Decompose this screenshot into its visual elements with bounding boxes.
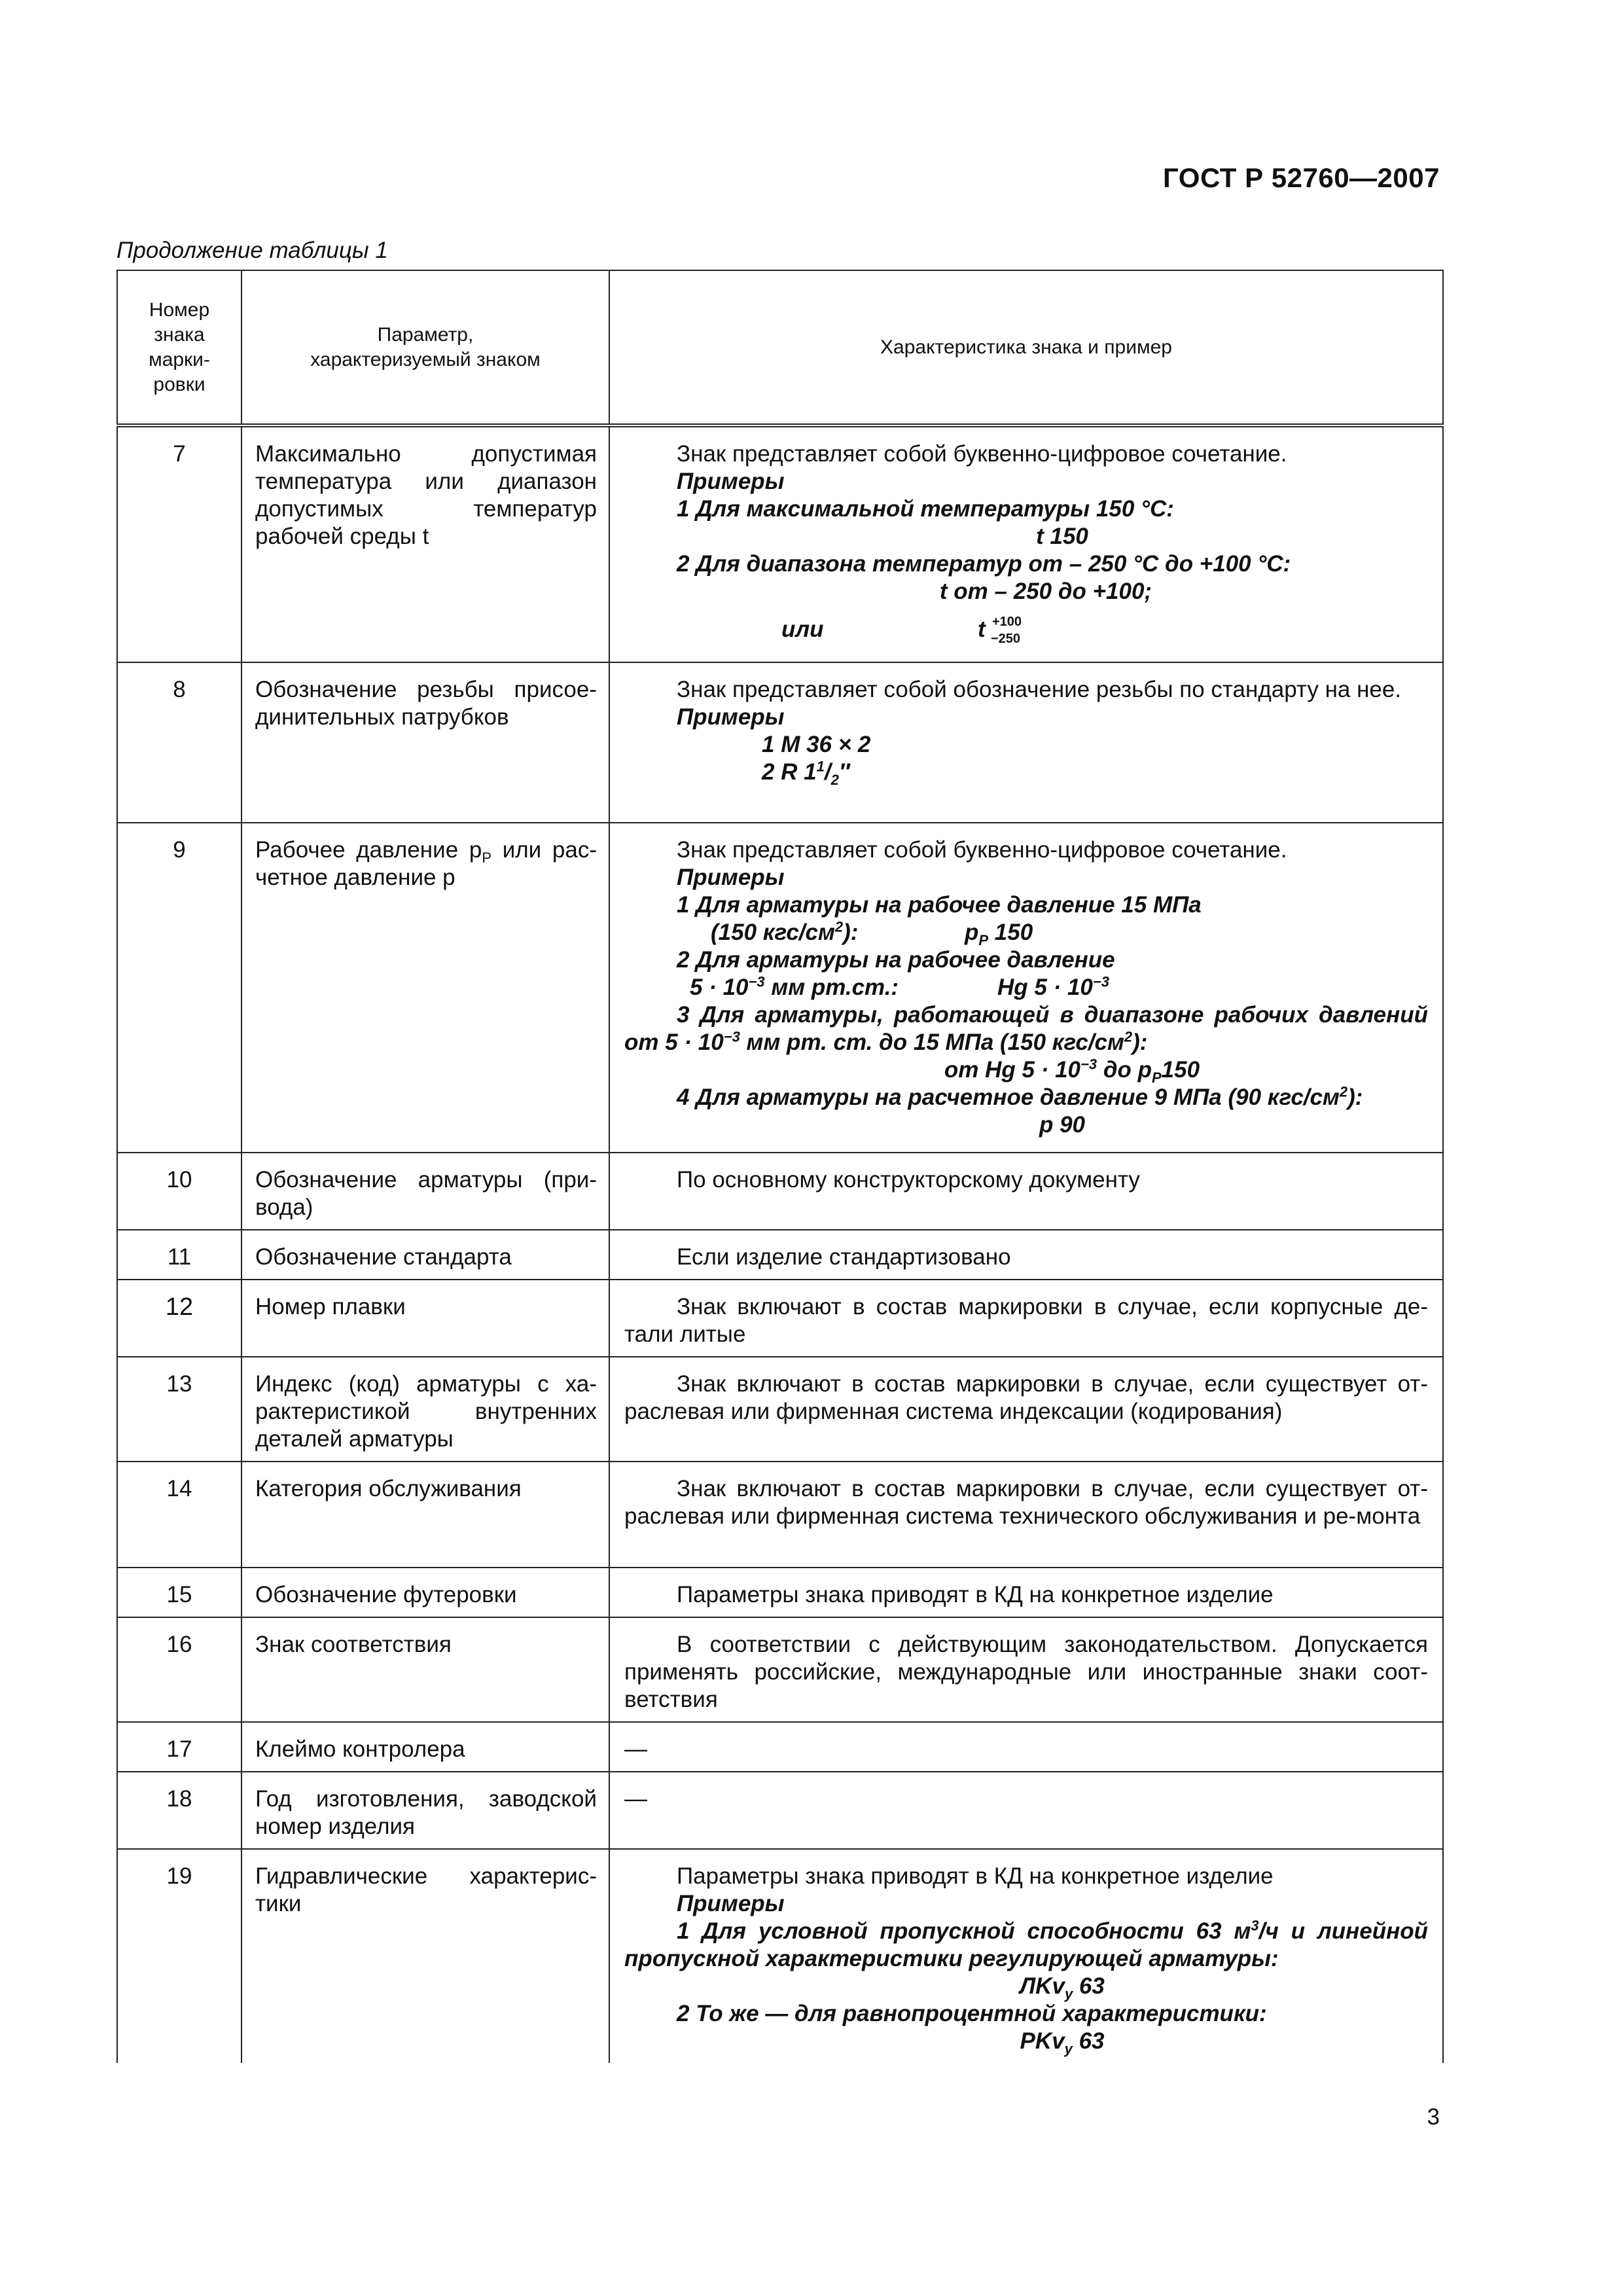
header-line: знака — [154, 323, 205, 346]
table-row — [117, 1722, 1443, 1772]
row-parameter: Индекс (код) арматуры с ха-рактеристикой внутренних деталей арматуры — [241, 1357, 609, 1462]
table-row — [117, 1462, 1443, 1568]
row-parameter: Категория обслуживания — [241, 1462, 609, 1568]
row-number: 18 — [117, 1772, 241, 1849]
row-parameter: Рабочее давление $p_P$ или рас-четное давление p — [241, 823, 609, 1153]
row-number: 14 — [117, 1462, 241, 1568]
table-row — [117, 823, 1443, 1153]
row-description: Знак представляет собой буквенно-цифровое сочетание. Примеры 1 Для арматуры на рабочее давление 15 МПа (150 кгс/$см^2$): $p_P$ 150 2 Для арматуры на рабочее давление $5 \cdot 10^{-3}$ мм рт.ст.: Hg $5 \cdot 10^{-3}$ 3 Для арматуры, работающей в диапазоне рабочих давлений от $5 \cdot 10^{-3}$ мм рт. ст. до 15 МПа (150 кгс/$см^2$): от Hg $5 \cdot 10^{-3}$ до $p_P150$ 4 Для арматуры на расчетное давление 9 МПа (90 кгс/$см^2$): p 90 — [609, 823, 1443, 1153]
row-number: 7 — [117, 425, 241, 662]
row-description: Параметры знака приводят в КД на конкретное изделие — [609, 1568, 1443, 1617]
row-description: — — [609, 1772, 1443, 1849]
row-parameter: Год изготовления, заводской номер изделия — [241, 1772, 609, 1849]
row-description: Знак представляет собой обозначение резьбы по стандарту на нее. Примеры 1 М 36 × 2 2 R $1^1/_2''$ — [609, 662, 1443, 823]
row-description: По основному конструкторскому документу — [609, 1153, 1443, 1230]
row-number: 12 — [117, 1280, 241, 1357]
header-col-number — [117, 270, 241, 425]
table-row — [117, 662, 1443, 823]
row-parameter: Знак соответствия — [241, 1617, 609, 1722]
row-description: Знак включают в состав маркировки в случае, если корпусные де-тали литые — [609, 1280, 1443, 1357]
table-row — [117, 1153, 1443, 1230]
row-parameter: Номер плавки — [241, 1280, 609, 1357]
row-description: Знак включают в состав маркировки в случае, если существует от-раслевая или фирменная система технического обслуживания и ре-монта — [609, 1462, 1443, 1568]
row-parameter: Клеймо контролера — [241, 1722, 609, 1772]
row-parameter: Гидравлические характерис-тики — [241, 1849, 609, 2063]
header-line: характеризуемый знаком — [310, 348, 541, 370]
row-description: Знак представляет собой буквенно-цифровое сочетание. Примеры 1 Для максимальной температуры 150 °С: t 150 2 Для диапазона температур от – 250 °С до +100 °С: t от – 250 до +100; или t +100 −250 — [609, 425, 1443, 662]
table-row — [117, 1568, 1443, 1617]
table-row — [117, 1849, 1443, 2063]
table-row — [117, 425, 1443, 662]
table-caption: Продолжение таблицы 1 — [116, 238, 388, 263]
table-row — [117, 1617, 1443, 1722]
row-number: 15 — [117, 1568, 241, 1617]
table-header-row — [117, 270, 1443, 425]
table-row — [117, 1357, 1443, 1462]
row-number: 13 — [117, 1357, 241, 1462]
header-col-description: Характеристика знака и пример — [609, 270, 1443, 425]
row-description: Если изделие стандартизовано — [609, 1230, 1443, 1280]
table-row — [117, 1772, 1443, 1849]
header-line: ровки — [153, 373, 205, 395]
row-parameter: Обозначение резьбы присое-динительных патрубков — [241, 662, 609, 823]
row-number: 9 — [117, 823, 241, 1153]
row-number: 11 — [117, 1230, 241, 1280]
row-number: 8 — [117, 662, 241, 823]
row-parameter: Обозначение футеровки — [241, 1568, 609, 1617]
row-parameter: Обозначение арматуры (при-вода) — [241, 1153, 609, 1230]
row-number: 16 — [117, 1617, 241, 1722]
header-col-parameter — [241, 270, 609, 425]
row-description: — — [609, 1722, 1443, 1772]
row-description: Знак включают в состав маркировки в случае, если существует от-раслевая или фирменная система индексации (кодирования) — [609, 1357, 1443, 1462]
header-line: марки- — [149, 348, 210, 370]
row-parameter: Обозначение стандарта — [241, 1230, 609, 1280]
row-number: 19 — [117, 1849, 241, 2063]
row-parameter: Максимально допустимая температура или диапазон допустимых температур рабочей среды t — [241, 425, 609, 662]
page-number: 3 — [1427, 2104, 1440, 2130]
standard-code: ГОСТ Р 52760—2007 — [1163, 162, 1440, 193]
row-number: 10 — [117, 1153, 241, 1230]
marking-table — [116, 270, 1444, 2063]
table-row — [117, 1280, 1443, 1357]
table-row — [117, 1230, 1443, 1280]
row-description: В соответствии с действующим законодательством. Допускается применять российские, международные или иностранные знаки соот-ветствия — [609, 1617, 1443, 1722]
header-line: Параметр, — [377, 323, 474, 346]
row-description: Параметры знака приводят в КД на конкретное изделие Примеры 1 Для условной пропускной способности 63 $м^3/ч$ и линейной пропускной характеристики регулирующей арматуры: ЛKv$_у$ 63 2 То же — для равнопроцентной характеристики: PKv$_у$ 63 — [609, 1849, 1443, 2063]
row-number: 17 — [117, 1722, 241, 1772]
header-line: Номер — [149, 298, 210, 321]
